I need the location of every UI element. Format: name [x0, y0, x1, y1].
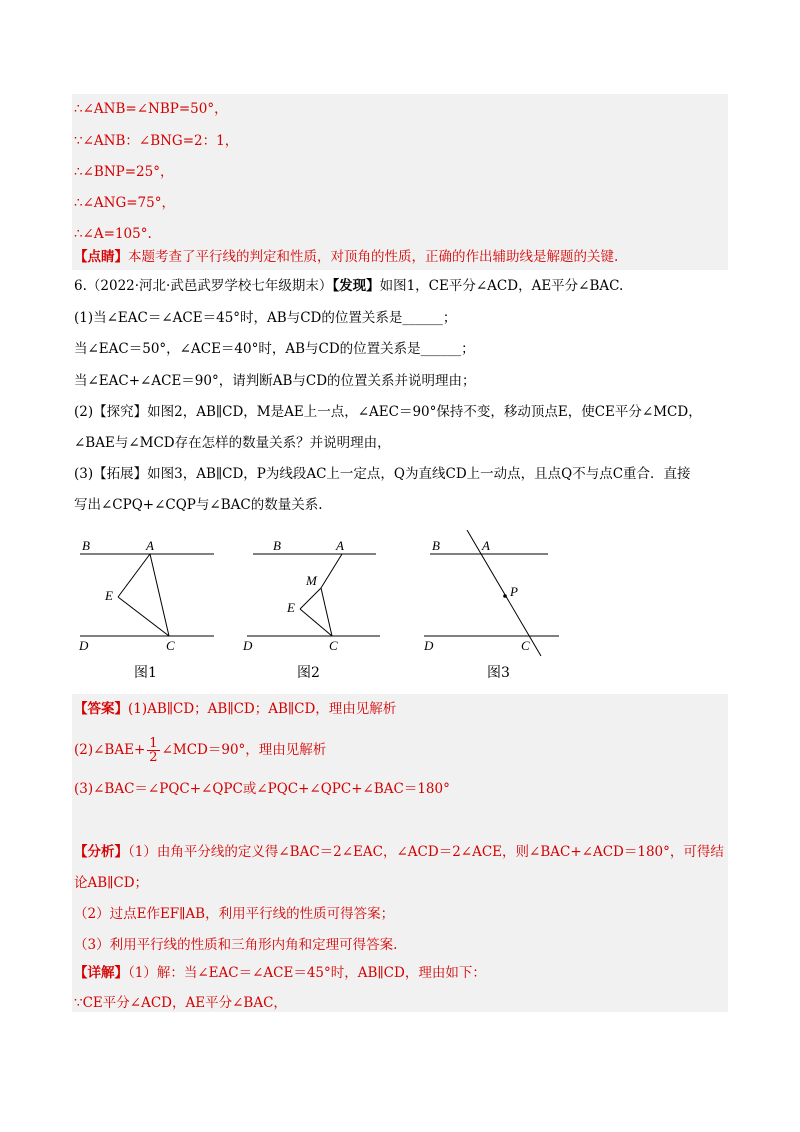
question-intro: 如图1，CE平分∠ACD，AE平分∠BAC. — [379, 278, 624, 294]
answer-line-2 — [74, 735, 326, 765]
answer-line-3: (3)∠BAC＝∠PQC+∠QPC或∠PQC+∠QPC+∠BAC＝180° — [74, 781, 450, 797]
explore-tag: (2)【探究】 — [74, 404, 148, 420]
fig3-label-p: P — [510, 584, 518, 599]
detail-line-2: ∵CE平分∠ACD，AE平分∠BAC， — [74, 995, 287, 1011]
fig3-label-d: D — [424, 638, 434, 653]
solution-line-1: ∴∠ANB=∠NBP=50°， — [74, 101, 228, 117]
detail-line-1 — [74, 964, 486, 982]
question-part2-a — [74, 403, 702, 421]
answer-line-1 — [74, 700, 396, 718]
analysis-line-1 — [74, 843, 724, 861]
solution-line-2: ∵∠ANB：∠BNG=2：1， — [74, 133, 239, 149]
comment-tag: 【点睛】 — [74, 249, 128, 265]
fig1-label-a: A — [146, 538, 154, 553]
fig2-label-c: C — [329, 638, 338, 653]
figure-3 — [424, 530, 559, 656]
extend-tag: (3)【拓展】 — [74, 466, 148, 482]
detail-text-1: （1）解：当∠EAC＝∠ACE＝45°时，AB∥CD，理由如下： — [128, 965, 486, 981]
fig3-label-a: A — [482, 538, 490, 553]
question-part1-a: (1)当∠EAC＝∠ACE＝45°时，AB与CD的位置关系是______； — [74, 310, 457, 326]
question-source: （2022·河北·武邑武罗学校七年级期末） — [86, 278, 333, 294]
analysis-tag: 【分析】 — [74, 844, 128, 860]
geometry-figures — [0, 530, 800, 670]
analysis-line-4: （3）利用平行线的性质和三角形内角和定理可得答案. — [74, 937, 398, 953]
question-header — [74, 277, 623, 295]
question-part2-a-text: 如图2，AB∥CD，M是AE上一点，∠AEC＝90°保持不变，移动顶点E，使CE平分∠MCD， — [147, 404, 702, 420]
answer-part1: (1)AB∥CD；AB∥CD；AB∥CD，理由见解析 — [128, 701, 397, 717]
fig1-label-e: E — [105, 588, 113, 603]
fig3-caption: 图3 — [487, 665, 510, 681]
fig2-label-b: B — [273, 538, 281, 553]
fig2-label-a: A — [336, 538, 344, 553]
question-part2-b: ∠BAE与∠MCD存在怎样的数量关系？并说明理由， — [74, 435, 391, 451]
fig3-point-p — [503, 594, 507, 598]
answer-part2-pre: (2)∠BAE+ — [74, 742, 146, 758]
fig1-caption: 图1 — [134, 665, 157, 681]
comment-line — [74, 248, 618, 266]
comment-text: 本题考查了平行线的判定和性质，对顶角的性质，正确的作出辅助线是解题的关键. — [128, 249, 619, 265]
fig2-label-d: D — [243, 638, 253, 653]
analysis-line-3: （2）过点E作EF∥AB，利用平行线的性质可得答案； — [74, 906, 395, 922]
fraction-numerator: 1 — [149, 736, 158, 751]
solution-line-4: ∴∠ANG=75°， — [74, 195, 175, 211]
fig2-label-e: E — [287, 600, 295, 615]
question-part1-b: 当∠EAC＝50°，∠ACE＝40°时，AB与CD的位置关系是______； — [74, 341, 475, 357]
analysis-line-2: 论AB∥CD； — [74, 875, 149, 891]
fig1-label-d: D — [79, 638, 89, 653]
fraction-denominator: 2 — [149, 750, 158, 765]
detail-tag: 【详解】 — [74, 965, 128, 981]
fig3-label-c: C — [521, 638, 530, 653]
answer-tag: 【答案】 — [74, 701, 128, 717]
figure-1 — [80, 554, 214, 636]
question-part3-a-text: 如图3，AB∥CD，P为线段AC上一定点，Q为直线CD上一动点，且点Q不与点C重合．直接 — [147, 466, 691, 482]
fig1-label-c: C — [166, 638, 175, 653]
fig1-label-b: B — [82, 538, 90, 553]
solution-line-3: ∴∠BNP=25°， — [74, 164, 174, 180]
question-number: 6. — [74, 278, 87, 294]
answer-part2-post: ∠MCD＝90°，理由见解析 — [161, 742, 327, 758]
solution-block-top — [72, 94, 728, 270]
question-part3-a — [74, 465, 691, 483]
discover-tag: 【发现】 — [332, 278, 380, 294]
question-part1-c: 当∠EAC+∠ACE＝90°，请判断AB与CD的位置关系并说明理由； — [74, 373, 476, 389]
question-part3-b: 写出∠CPQ+∠CQP与∠BAC的数量关系. — [74, 497, 323, 513]
fig2-caption: 图2 — [297, 665, 320, 681]
fig3-label-b: B — [432, 538, 440, 553]
figure-2 — [247, 554, 380, 636]
fig2-label-m: M — [306, 573, 317, 588]
solution-line-5: ∴∠A=105°. — [74, 226, 152, 242]
analysis-text-1: （1）由角平分线的定义得∠BAC＝2∠EAC，∠ACD＝2∠ACE，则∠BAC+∠ACD＝180°，可得结 — [128, 844, 724, 860]
half-fraction — [147, 737, 159, 764]
